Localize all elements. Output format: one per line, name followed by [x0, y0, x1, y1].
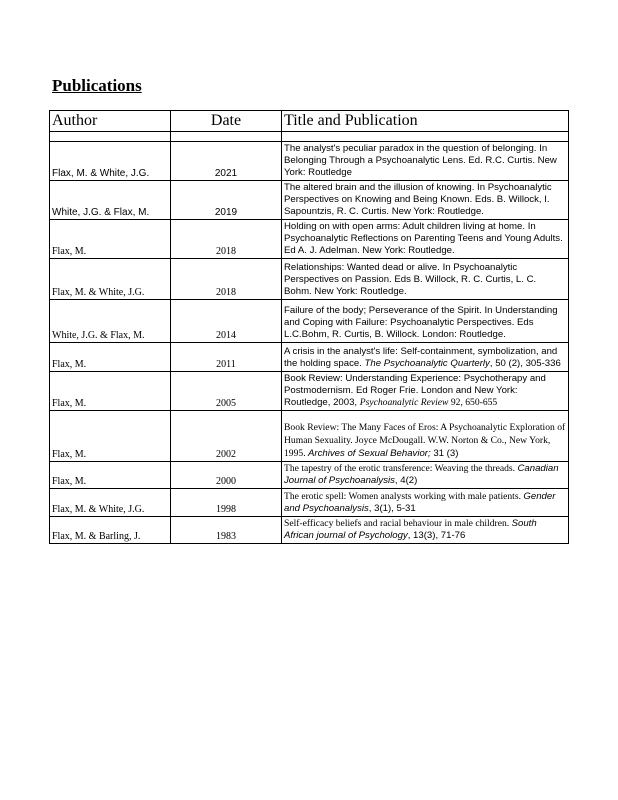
author-cell: Flax, M. [50, 411, 171, 462]
title-text: Relationships: Wanted dead or alive. In Psychoanalytic Perspectives on Passion. Eds B. Willock, R. C. Curtis, L. C. Bohm. New York: Routledge. [284, 262, 537, 297]
table-row [50, 517, 569, 544]
title-cell [282, 489, 569, 517]
date-cell: 2018 [171, 259, 282, 300]
page-title: Publications [52, 76, 142, 95]
title-text: The tapestry of the erotic transference: Weaving the threads. [284, 463, 516, 474]
table-row [50, 142, 569, 181]
table-row [50, 462, 569, 489]
date-cell: 2011 [171, 343, 282, 372]
title-cell [282, 142, 569, 181]
column-header-date: Date [171, 111, 282, 132]
column-header-title: Title and Publication [282, 111, 569, 132]
citation-details: , 4(2) [394, 475, 418, 486]
author-cell: Flax, M. & White, J.G. [50, 259, 171, 300]
date-cell: 1998 [171, 489, 282, 517]
date-cell: 2002 [171, 411, 282, 462]
citation-details: 92, 650-655 [448, 397, 498, 408]
title-text: A crisis in the analyst's life: Self-containment, symbolization, and the holding space. [284, 346, 558, 369]
citation-details: , 3(1), 5-31 [368, 503, 416, 514]
table-row [50, 343, 569, 372]
title-cell [282, 300, 569, 343]
date-cell: 2018 [171, 220, 282, 259]
journal-name: The Psychoanalytic Quarterly [364, 358, 490, 369]
table-row [50, 300, 569, 343]
title-cell [282, 220, 569, 259]
date-cell: 1983 [171, 517, 282, 544]
author-cell: White, J.G. & Flax, M. [50, 181, 171, 220]
title-cell [282, 372, 569, 411]
author-cell: Flax, M. [50, 462, 171, 489]
date-cell: 2021 [171, 142, 282, 181]
journal-name: Archives of Sexual Behavior; [308, 448, 431, 459]
author-cell: Flax, M. & White, J.G. [50, 142, 171, 181]
author-cell: Flax, M. [50, 372, 171, 411]
title-text: Failure of the body; Perseverance of the Spirit. In Understanding and Coping with Failure: Psychoanalytic Perspectives. Eds L.C.Bohm, R. Curtis, B. Willock. London: Routledge. [284, 305, 558, 340]
title-cell [282, 517, 569, 544]
publications-table [49, 110, 569, 544]
title-text: The erotic spell: Women analysts working with male patients. [284, 491, 521, 502]
journal-name: South African journal of Psychology [284, 518, 537, 541]
table-row [50, 181, 569, 220]
table-row [50, 411, 569, 462]
table-spacer-row [50, 132, 569, 142]
citation-details: , 13(3), 71-76 [407, 530, 466, 541]
title-text: The analyst's peculiar paradox in the question of belonging. In Belonging Through a Psychoanalytic Lens. Ed. R.C. Curtis. New York: Routledge [284, 143, 557, 178]
date-cell: 2019 [171, 181, 282, 220]
title-text: Book Review: The Many Faces of Eros: A Psychoanalytic Exploration of Human Sexuality. Joyce McDougall. W.W. Norton & Co., New York, 1995. [284, 422, 566, 459]
journal-name: Gender and Psychoanalysis [284, 491, 556, 514]
author-cell: Flax, M. & White, J.G. [50, 489, 171, 517]
title-cell [282, 462, 569, 489]
journal-name: Canadian Journal of Psychoanalysis [284, 463, 559, 486]
citation-details: 31 (3) [430, 448, 459, 459]
table-row [50, 489, 569, 517]
title-text: Book Review: Understanding Experience: Psychotherapy and Postmodernism. Ed Roger Frie. London and New York: Routledge, 2003, [284, 373, 546, 408]
title-cell [282, 411, 569, 462]
title-cell [282, 259, 569, 300]
table-row [50, 372, 569, 411]
journal-name: Psychoanalytic Review [359, 397, 449, 408]
table-row [50, 259, 569, 300]
author-cell: Flax, M. & Barling, J. [50, 517, 171, 544]
table-header-row [50, 111, 569, 132]
author-cell: White, J.G. & Flax, M. [50, 300, 171, 343]
date-cell: 2000 [171, 462, 282, 489]
date-cell: 2005 [171, 372, 282, 411]
author-cell: Flax, M. [50, 220, 171, 259]
title-text: Self-efficacy beliefs and racial behaviour in male children. [284, 518, 510, 529]
column-header-author: Author [50, 111, 171, 132]
title-text: Holding on with open arms: Adult children living at home. In Psychoanalytic Reflections on Parenting Teens and Young Adults. Ed A. J. Adelman. New York: Routledge. [284, 221, 563, 256]
author-cell: Flax, M. [50, 343, 171, 372]
citation-details: , 50 (2), 305-336 [489, 358, 561, 369]
title-cell [282, 181, 569, 220]
date-cell: 2014 [171, 300, 282, 343]
title-cell [282, 343, 569, 372]
table-row [50, 220, 569, 259]
title-text: The altered brain and the illusion of knowing. In Psychoanalytic Perspectives on Knowing and Being Known. Eds. B. Willock, I. Sapountzis, R. C. Curtis. New York: Routledge. [284, 182, 552, 217]
